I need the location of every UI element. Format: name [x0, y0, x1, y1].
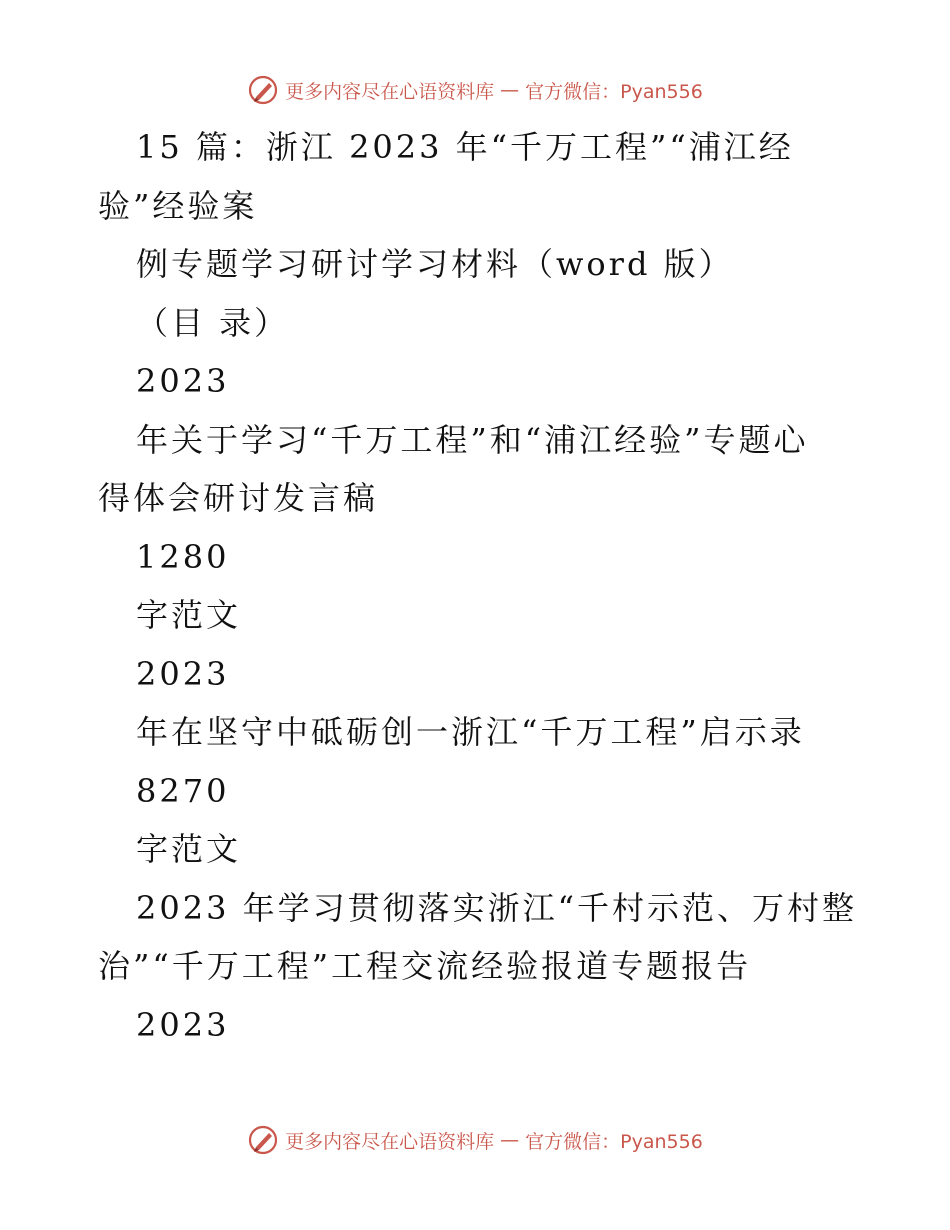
- document-line: 验”经验案: [98, 186, 258, 225]
- document-line: 2023 年学习贯彻落实浙江“千村示范、万村整: [136, 888, 857, 927]
- document-line: 2023: [136, 654, 230, 693]
- document-line: 年关于学习“千万工程”和“浦江经验”专题心: [136, 420, 809, 459]
- document-line: 8270: [136, 771, 230, 810]
- watermark-contact: 官方微信：Pyan556: [525, 1130, 703, 1153]
- watermark-separator: —: [500, 1129, 520, 1151]
- watermark-separator: —: [500, 79, 520, 101]
- document-line: 字范文: [136, 830, 242, 868]
- document-line: 2023: [136, 362, 230, 400]
- document-line: 年在坚守中砥砺创一浙江“千万工程”启示录: [136, 713, 805, 751]
- pen-logo-icon: [247, 74, 279, 106]
- document-line: 字范文: [136, 596, 242, 634]
- pen-logo-icon: [247, 1124, 279, 1156]
- footer-watermark: [0, 1120, 950, 1160]
- document-body: [98, 118, 858, 1054]
- watermark-contact: 官方微信：Pyan556: [525, 80, 703, 103]
- document-line: 得体会研讨发言稿: [98, 479, 379, 517]
- document-line: （目 录）: [136, 303, 290, 342]
- watermark-text: 更多内容尽在心语资料库: [285, 80, 495, 103]
- document-line: 15 篇：浙江 2023 年“千万工程”“浦江经: [136, 128, 794, 166]
- watermark-text: 更多内容尽在心语资料库: [285, 1130, 495, 1153]
- document-line: 例专题学习研讨学习材料（word 版）: [136, 245, 734, 283]
- document-line: 2023: [136, 1005, 230, 1044]
- document-line: 1280: [136, 537, 230, 576]
- header-watermark: [0, 70, 950, 110]
- document-line: 治”“千万工程”工程交流经验报道专题报告: [98, 947, 752, 985]
